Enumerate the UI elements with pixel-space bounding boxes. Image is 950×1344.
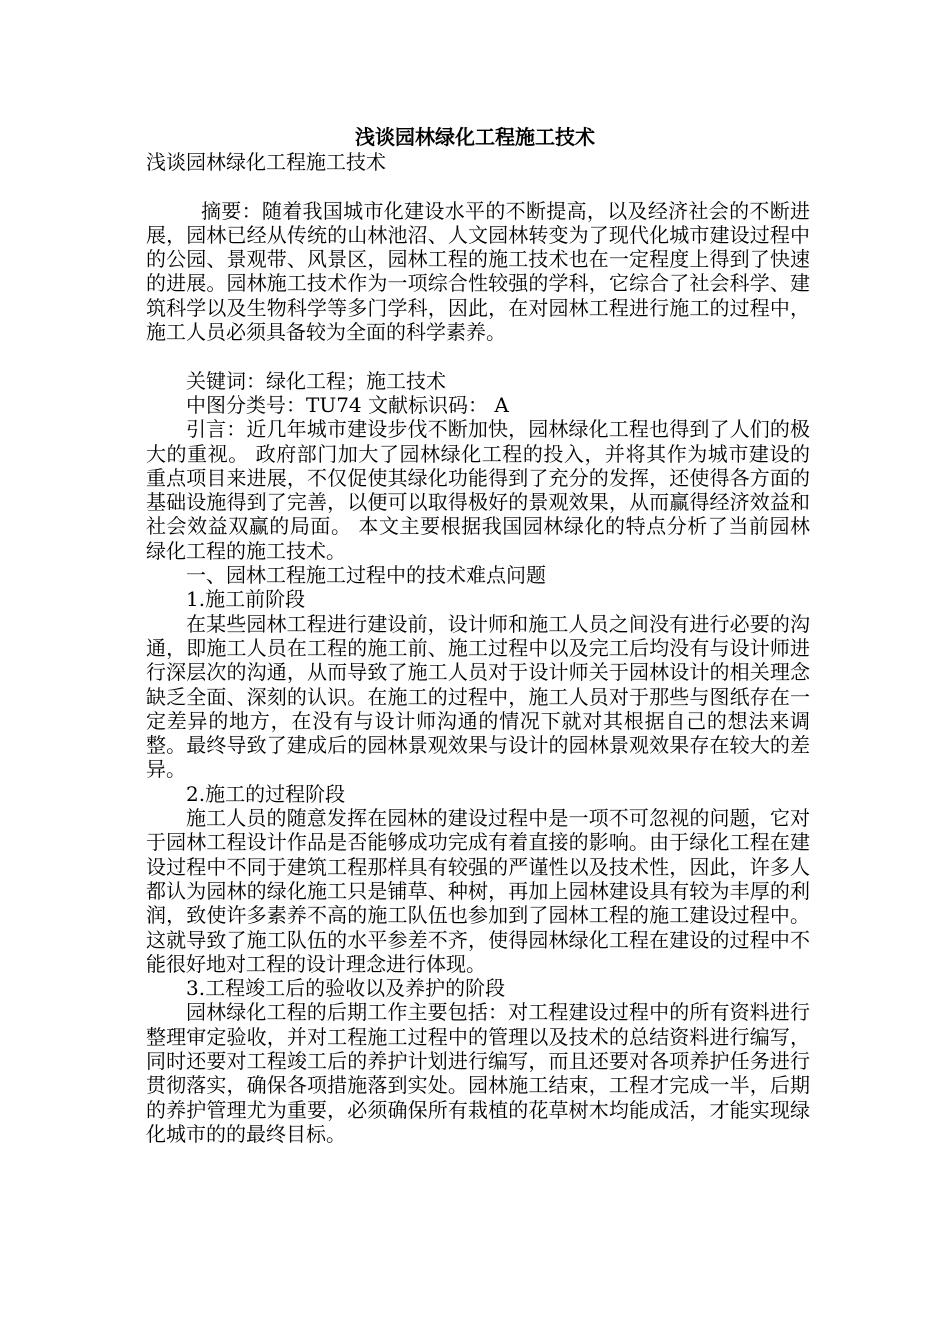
classification-line: 中图分类号：TU74 文献标识码： A <box>186 392 509 417</box>
document-body <box>146 150 810 1146</box>
subsection-heading-2: 2.施工的过程阶段 <box>186 781 346 806</box>
subsection-heading-3: 3.工程竣工后的验收以及养护的阶段 <box>186 976 506 1001</box>
abstract-paragraph: 摘要：随着我国城市化建设水平的不断提高，以及经济社会的不断进展，园林已经从传统的山林池沼、人文园林转变为了现代化城市建设过程中的公园、景观带、风景区，园林工程的施工技术也在一定程度上得到了快速的进展。园林施工技术作为一项综合性较强的学科，它综合了社会科学、建筑科学以及生物科学等多门学科，因此，在对园林工程进行施工的过程中，施工人员必须具备较为全面的科学素养。 <box>146 198 810 345</box>
intro-paragraph: 引言：近几年城市建设步伐不断加快，园林绿化工程也得到了人们的极大的重视。 政府部门加大了园林绿化工程的投入，并将其作为城市建设的重点项目来进展，不仅促使其绿化功能得到了充分的发挥，还使得各方面的基础设施得到了完善，以便可以取得极好的景观效果，从而赢得经济效益和社会效益双赢的局面。 本文主要根据我国园林绿化的特点分析了当前园林绿化工程的施工技术。 <box>146 417 810 563</box>
blank-line <box>146 174 810 198</box>
subsection-paragraph-1: 在某些园林工程进行建设前，设计师和施工人员之间没有进行必要的沟通，即施工人员在工程的施工前、施工过程中以及完工后均没有与设计师进行深层次的沟通，从而导致了施工人员对于设计师关于园林设计的相关理念缺乏全面、深刻的认识。在施工的过程中，施工人员对于那些与图纸存在一定差异的地方，在没有与设计师沟通的情况下就对其根据自己的想法来调整。最终导致了建成后的园林景观效果与设计的园林景观效果存在较大的差异。 <box>146 611 810 782</box>
subsection-heading-1: 1.施工前阶段 <box>186 587 306 612</box>
subsection-paragraph-2: 施工人员的随意发挥在园林的建设过程中是一项不可忽视的问题，它对于园林工程设计作品是否能够成功完成有着直接的影响。由于绿化工程在建设过程中不同于建筑工程那样具有较强的严谨性以及技术性，因此，许多人都认为园林的绿化施工只是铺草、种树，再加上园林建设具有较为丰厚的利润，致使许多素养不高的施工队伍也参加到了园林工程的施工建设过程中。这就导致了施工队伍的水平参差不齐，使得园林绿化工程在建设的过程中不能很好地对工程的设计理念进行体现。 <box>146 806 810 976</box>
section-heading: 一、园林工程施工过程中的技术难点问题 <box>186 563 546 588</box>
document-title: 浅谈园林绿化工程施工技术 <box>355 125 595 149</box>
document-subtitle: 浅谈园林绿化工程施工技术 <box>146 150 386 174</box>
keywords-line: 关键词：绿化工程；施工技术 <box>186 368 446 393</box>
subsection-paragraph-3: 园林绿化工程的后期工作主要包括：对工程建设过程中的所有资料进行整理审定验收，并对工程施工过程中的管理以及技术的总结资料进行编写，同时还要对工程竣工后的养护计划进行编写，而且还要对各项养护任务进行贯彻落实，确保各项措施落到实处。园林施工结束，工程才完成一半，后期的养护管理尤为重要，必须确保所有栽植的花草树木均能成活，才能实现绿化城市的的最终目标。 <box>146 1000 810 1146</box>
blank-line <box>146 344 810 368</box>
